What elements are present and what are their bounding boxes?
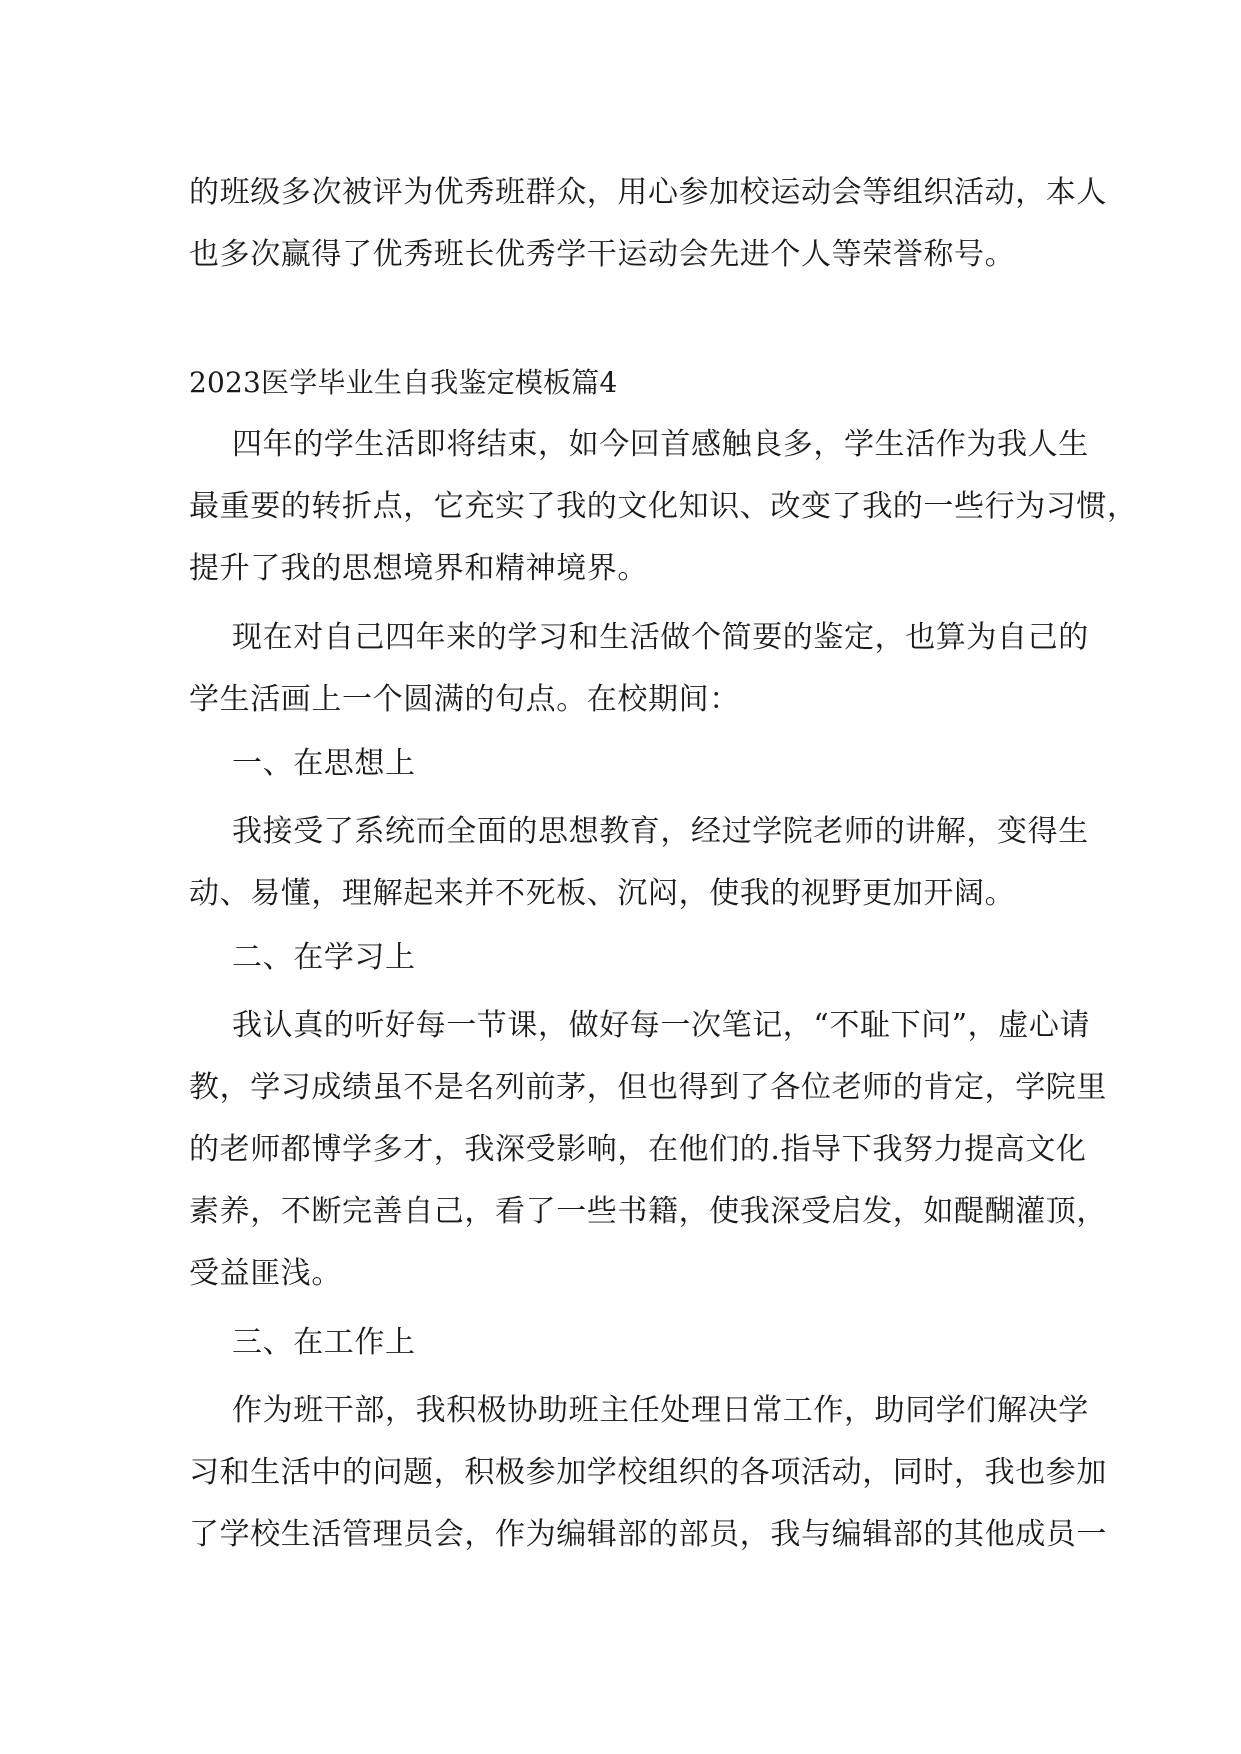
paragraph-line: 也多次赢得了优秀班长优秀学干运动会先进个人等荣誉称号。 bbox=[189, 237, 1016, 272]
paragraph-line: 的老师都博学多才，我深受影响，在他们的.指导下我努力提高文化 bbox=[189, 1132, 1087, 1167]
paragraph-line: 习和生活中的问题，积极参加学校组织的各项活动，同时，我也参加 bbox=[189, 1455, 1107, 1490]
paragraph-line: 现在对自己四年来的学习和生活做个简要的鉴定，也算为自己的 bbox=[232, 620, 1089, 655]
paragraph-line: 动、易懂，理解起来并不死板、沉闷，使我的视野更加开阔。 bbox=[189, 876, 1016, 911]
paragraph-line: 了学校生活管理员会，作为编辑部的部员，我与编辑部的其他成员一 bbox=[189, 1517, 1107, 1552]
paragraph-line: 我接受了系统而全面的思想教育，经过学院老师的讲解，变得生 bbox=[232, 814, 1089, 849]
subsection-heading: 三、在工作上 bbox=[232, 1325, 416, 1360]
paragraph-line: 我认真的听好每一节课，做好每一次笔记，“不耻下问”，虚心请 bbox=[232, 1008, 1091, 1043]
paragraph-line: 学生活画上一个圆满的句点。在校期间： bbox=[189, 682, 740, 717]
paragraph-line: 最重要的转折点，它充实了我的文化知识、改变了我的一些行为习惯， bbox=[189, 489, 1138, 524]
section-heading: 2023医学毕业生自我鉴定模板篇4 bbox=[189, 366, 618, 399]
paragraph-line: 素养，不断完善自己，看了一些书籍，使我深受启发，如醍醐灌顶， bbox=[189, 1194, 1107, 1229]
paragraph-line: 受益匪浅。 bbox=[189, 1256, 342, 1291]
paragraph-line: 作为班干部，我积极协助班主任处理日常工作，助同学们解决学 bbox=[232, 1393, 1089, 1428]
subsection-heading: 二、在学习上 bbox=[232, 940, 416, 975]
paragraph-line: 提升了我的思想境界和精神境界。 bbox=[189, 551, 648, 586]
paragraph-line: 的班级多次被评为优秀班群众，用心参加校运动会等组织活动，本人 bbox=[189, 175, 1107, 210]
paragraph-line: 四年的学生活即将结束，如今回首感触良多，学生活作为我人生 bbox=[232, 427, 1089, 462]
paragraph-line: 教，学习成绩虽不是名列前茅，但也得到了各位老师的肯定，学院里 bbox=[189, 1070, 1107, 1105]
subsection-heading: 一、在思想上 bbox=[232, 746, 416, 781]
